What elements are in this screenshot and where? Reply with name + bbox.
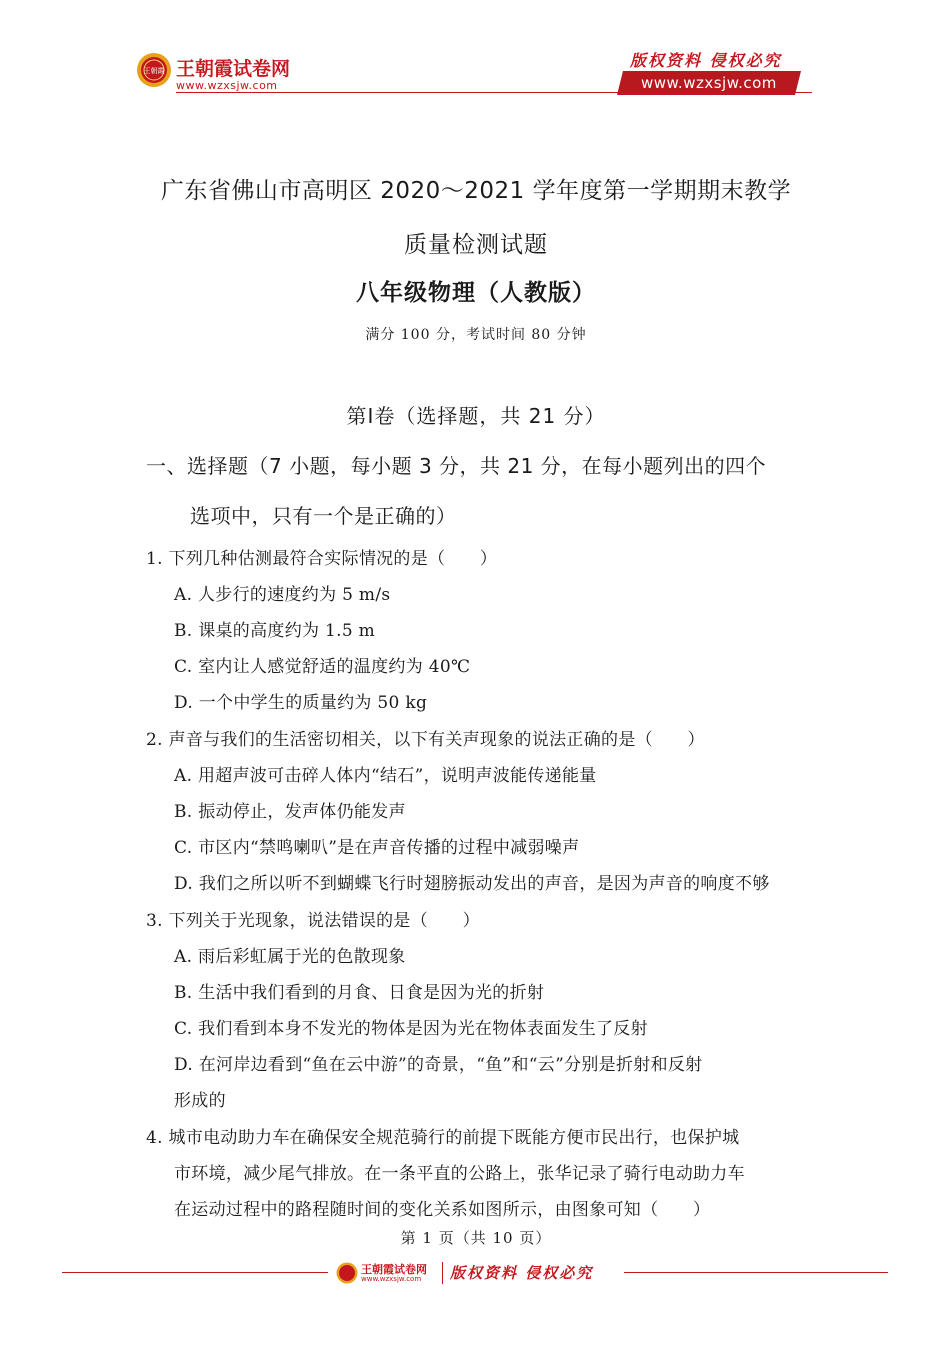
question-option: D. 在河岸边看到“鱼在云中游”的奇景，“鱼”和“云”分别是折射和反射 bbox=[174, 1055, 703, 1075]
question-option: A. 人步行的速度约为 5 m/s bbox=[174, 585, 391, 605]
question-stem: 3. 下列关于光现象，说法错误的是（ ） bbox=[146, 911, 480, 931]
footer-divider-right bbox=[624, 1272, 888, 1273]
header-divider bbox=[176, 92, 812, 93]
exam-subject-title: 八年级物理（人教版） bbox=[356, 280, 596, 306]
question-option: C. 我们看到本身不发光的物体是因为光在物体表面发生了反射 bbox=[174, 1019, 648, 1039]
question-option: B. 生活中我们看到的月食、日食是因为光的折射 bbox=[174, 983, 545, 1003]
question-option: A. 雨后彩虹属于光的色散现象 bbox=[174, 947, 406, 967]
footer-slogan: 版权资料 侵权必究 bbox=[450, 1264, 594, 1282]
footer-brand-url: www.wzxsjw.com bbox=[361, 1275, 422, 1283]
question-option: B. 振动停止，发声体仍能发声 bbox=[174, 802, 406, 822]
logo-text: 王朝霞 bbox=[143, 67, 165, 75]
question-stem: 4. 城市电动助力车在确保安全规范骑行的前提下既能方便市民出行，也保护城 bbox=[146, 1128, 740, 1148]
question-stem: 1. 下列几种估测最符合实际情况的是（ ） bbox=[146, 549, 498, 569]
footer-logo-icon bbox=[336, 1262, 358, 1284]
question-option: D. 一个中学生的质量约为 50 kg bbox=[174, 693, 428, 713]
brand-logo-icon bbox=[136, 52, 172, 88]
question-option: D. 我们之所以听不到蝴蝶飞行时翅膀振动发出的声音，是因为声音的响度不够 bbox=[174, 874, 770, 894]
footer-divider-left bbox=[62, 1272, 328, 1273]
question-option: C. 市区内“禁鸣喇叭”是在声音传播的过程中减弱噪声 bbox=[174, 838, 580, 858]
section-heading-line2: 选项中，只有一个是正确的） bbox=[190, 504, 457, 528]
question-stem-continued: 市环境，减少尾气排放。在一条平直的公路上，张华记录了骑行电动助力车 bbox=[174, 1164, 745, 1184]
question-option-continued: 形成的 bbox=[174, 1091, 226, 1111]
question-stem-continued: 在运动过程中的路程随时间的变化关系如图所示，由图象可知（ ） bbox=[174, 1200, 711, 1220]
exam-title-line2: 质量检测试题 bbox=[404, 232, 548, 258]
question-option: C. 室内让人感觉舒适的温度约为 40℃ bbox=[174, 657, 471, 677]
brand-url: www.wzxsjw.com bbox=[176, 79, 278, 92]
question-option: B. 课桌的高度约为 1.5 m bbox=[174, 621, 376, 641]
question-option: A. 用超声波可击碎人体内“结石”，说明声波能传递能量 bbox=[174, 766, 597, 786]
brand-name: 王朝霞试卷网 bbox=[176, 58, 291, 80]
footer-separator bbox=[442, 1262, 443, 1284]
page-number: 第 1 页（共 10 页） bbox=[400, 1229, 552, 1247]
exam-info: 满分 100 分，考试时间 80 分钟 bbox=[365, 327, 587, 343]
site-url-text: www.wzxsjw.com bbox=[641, 74, 777, 92]
copyright-slogan: 版权资料 侵权必究 bbox=[630, 51, 782, 70]
question-stem: 2. 声音与我们的生活密切相关，以下有关声现象的说法正确的是（ ） bbox=[146, 730, 705, 750]
volume-heading: 第Ⅰ卷（选择题，共 21 分） bbox=[346, 404, 606, 428]
section-heading-line1: 一、选择题（7 小题，每小题 3 分，共 21 分，在每小题列出的四个 bbox=[146, 454, 767, 478]
footer-brand-name: 王朝霞试卷网 bbox=[361, 1263, 427, 1276]
exam-title-line1: 广东省佛山市高明区 2020～2021 学年度第一学期期末教学 bbox=[160, 178, 792, 204]
